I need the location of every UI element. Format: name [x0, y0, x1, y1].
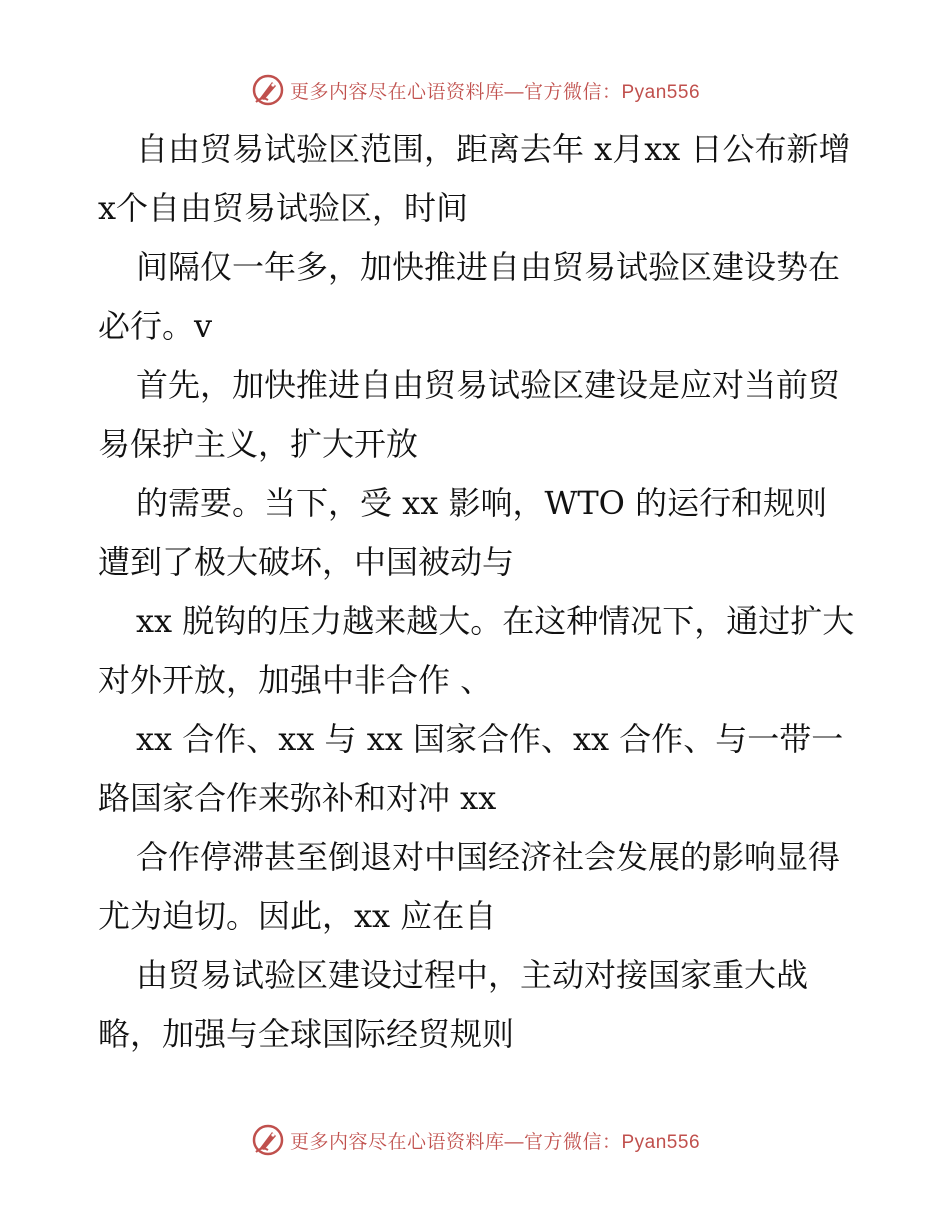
footer-contact-text: —官方微信：Pyan556 — [504, 1131, 701, 1153]
paragraph-line: 自由贸易试验区范围，距离去年 x月xx 日公布新增 x个自由贸易试验区，时间 — [98, 130, 851, 227]
paragraph-line: xx 合作、xx 与 xx 国家合作、xx 合作、与一带一路国家合作来弥补和对冲 xx — [98, 720, 844, 817]
paragraph-line: 首先，加快推进自由贸易试验区建设是应对当前贸易保护主义，扩大开放 — [98, 366, 841, 463]
paragraph-line: 由贸易试验区建设过程中，主动对接国家重大战略，加强与全球国际经贸规则 — [98, 956, 809, 1053]
footer-brand-text: 更多内容尽在心语资料库 — [289, 1130, 505, 1153]
header-contact-text: —官方微信：Pyan556 — [504, 81, 701, 103]
paragraph-line: 的需要。当下，受 xx 影响，WTO 的运行和规则遭到了极大破坏，中国被动与 — [98, 484, 828, 581]
pen-nib-circle-logo-icon — [250, 1122, 286, 1158]
paragraph-line: 合作停滞甚至倒退对中国经济社会发展的影响显得尤为迫切。因此，xx 应在自 — [98, 838, 841, 935]
pen-nib-circle-logo-icon — [250, 72, 286, 108]
header-brand-text: 更多内容尽在心语资料库 — [289, 80, 505, 103]
document-body — [98, 120, 858, 1064]
paragraph-line: 间隔仅一年多，加快推进自由贸易试验区建设势在必行。v — [98, 248, 841, 345]
header-watermark — [0, 70, 950, 110]
paragraph-line: xx 脱钩的压力越来越大。在这种情况下，通过扩大对外开放，加强中非合作 、 — [98, 602, 855, 699]
footer-watermark — [0, 1120, 950, 1160]
